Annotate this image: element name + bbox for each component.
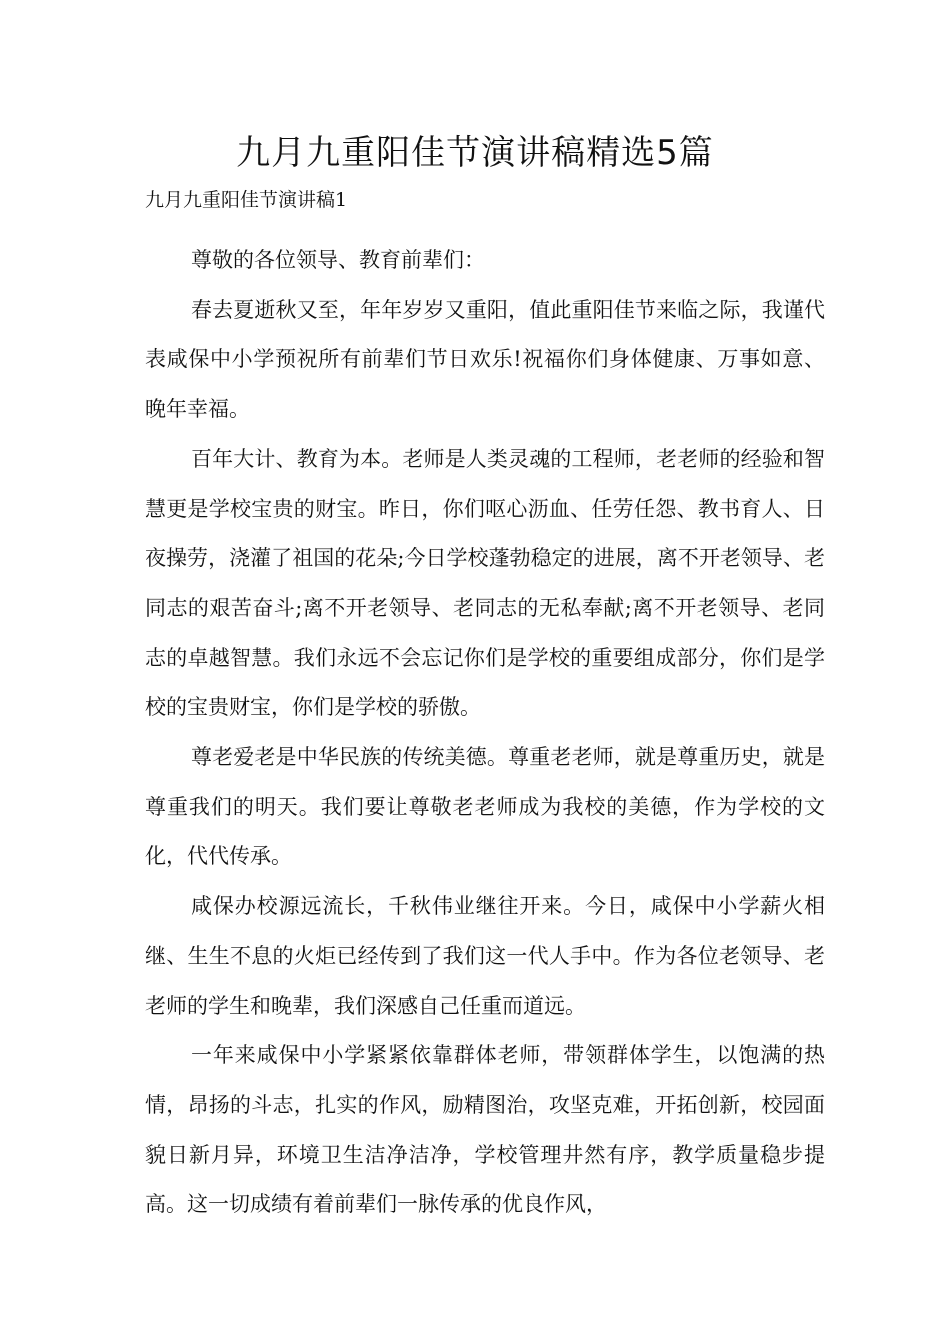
paragraph-greeting: 尊敬的各位领导、教育前辈们： [191, 248, 485, 272]
document-subtitle: 九月九重阳佳节演讲稿1 [145, 189, 348, 211]
paragraph: 尊老爱老是中华民族的传统美德。尊重老老师，就是尊重历史，就是尊重我们的明天。我们要让尊敬老老师成为我校的美德，作为学校的文化，代代传承。 [145, 745, 825, 869]
paragraph: 百年大计、教育为本。老师是人类灵魂的工程师，老老师的经验和智慧更是学校宝贵的财宝。昨日，你们呕心沥血、任劳任怨、教书育人、日夜操劳，浇灌了祖国的花朵;今日学校蓬勃稳定的进展，离不开老领导、老同志的艰苦奋斗;离不开老领导、老同志的无私奉献;离不开老领导、老同志的卓越智慧。我们永远不会忘记你们是学校的重要组成部分，你们是学校的宝贵财宝，你们是学校的骄傲。 [145, 446, 825, 720]
paragraph: 咸保办校源远流长，千秋伟业继往开来。今日，咸保中小学薪火相继、生生不息的火炬已经传到了我们这一代人手中。作为各位老领导、老老师的学生和晚辈，我们深感自己任重而道远。 [145, 894, 825, 1018]
paragraph: 一年来咸保中小学紧紧依靠群体老师，带领群体学生，以饱满的热情，昂扬的斗志，扎实的作风，励精图治，攻坚克难，开拓创新，校园面貌日新月异，环境卫生洁净洁净，学校管理井然有序，教学质量稳步提高。这一切成绩有着前辈们一脉传承的优良作风， [145, 1043, 825, 1217]
paragraph: 春去夏逝秋又至，年年岁岁又重阳，值此重阳佳节来临之际，我谨代表咸保中小学预祝所有前辈们节日欢乐!祝福你们身体健康、万事如意、晚年幸福。 [145, 297, 825, 422]
document-title: 九月九重阳佳节演讲稿精选5篇 [236, 133, 714, 173]
document-body [145, 236, 825, 1230]
